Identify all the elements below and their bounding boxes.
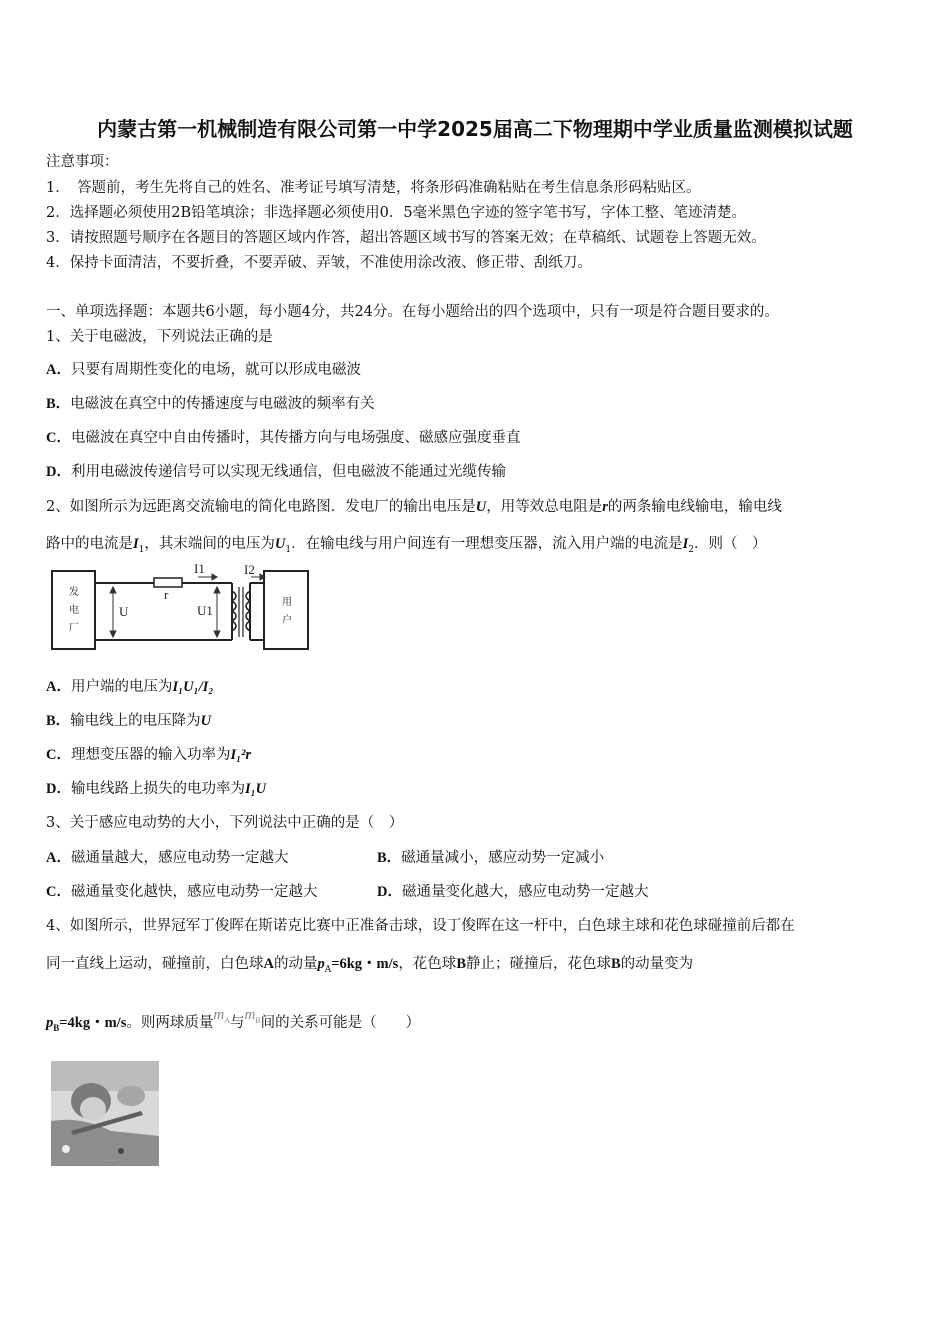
q1-option-d: D．利用电磁波传递信号可以实现无线通信，但电磁波不能通过光缆传输 — [46, 464, 506, 480]
label-r: r — [164, 587, 169, 602]
q3-option-b: B．磁通量减小，感应动势一定减小 — [377, 850, 605, 866]
svg-text:户: 户 — [282, 615, 292, 626]
q2-option-c: C．理想变压器的输入功率为I₁²r — [46, 747, 252, 763]
q1-option-c: C．电磁波在真空中自由传播时，其传播方向与电场强度、磁感应强度垂直 — [46, 430, 521, 446]
q4-stem-line3: $p_B=4kg$・m/s。则两球质量$m_A$与$m_B$间的关系可能是（ ） — [46, 1007, 421, 1033]
q3-option-a: A．磁通量越大，感应电动势一定越大 — [46, 850, 289, 866]
svg-text:发: 发 — [69, 587, 79, 598]
q2-option-b: B．输电线上的电压降为U — [46, 713, 212, 729]
note-item: 3．请按照题号顺序在各题目的答题区域内作答，超出答题区域书写的答案无效；在草稿纸、试题卷上答题无效。 — [46, 230, 766, 246]
note-item: 4．保持卡面清洁，不要折叠，不要弄破、弄皱，不准使用涂改液、修正带、刮纸刀。 — [46, 255, 592, 271]
svg-text:snooker player photo: snooker player photo — [105, 1161, 116, 1162]
q2-stem-line2: 路中的电流是$I_1$，其末端间的电压为$U_1$．在输电线与用户间连有一理想变压器，流入用户端的电流是$I_2$．则（ ） — [46, 536, 767, 555]
note-item: 2．选择题必须使用2B铅笔填涂；非选择题必须使用0．5毫米黑色字迹的签字笔书写，字体工整、笔迹清楚。 — [46, 205, 747, 221]
q4-stem-line1: 4、如图所示，世界冠军丁俊晖在斯诺克比赛中正准备击球，设丁俊晖在这一杆中，白色球主球和花色球碰撞前后都在 — [46, 918, 795, 934]
note-item: 1． 答题前，考生先将自己的姓名、准考证号填写清楚，将条形码准确粘贴在考生信息条形码粘贴区。 — [46, 180, 701, 196]
q1-option-b: B．电磁波在真空中的传播速度与电磁波的频率有关 — [46, 396, 375, 412]
svg-text:用: 用 — [282, 597, 292, 608]
svg-text:厂: 厂 — [69, 623, 79, 634]
q3-option-d: D．磁通量变化越大，感应电动势一定越大 — [377, 884, 649, 900]
q2-option-a: A．用户端的电压为I₁U₁/I₂ — [46, 679, 214, 695]
label-I1: I1 — [194, 563, 205, 576]
q1-stem: 1、关于电磁波，下列说法正确的是 — [46, 329, 273, 345]
q3-stem: 3、关于感应电动势的大小，下列说法中正确的是（ ） — [46, 815, 404, 831]
section-heading: 一、单项选择题：本题共6小题，每小题4分，共24分。在每小题给出的四个选项中，只有一项是符合题目要求的。 — [46, 304, 779, 320]
snooker-photo — [51, 1061, 159, 1166]
label-U: U — [119, 604, 129, 619]
user-box — [264, 571, 308, 649]
label-I2: I2 — [244, 563, 255, 577]
circuit-diagram — [46, 563, 312, 655]
q2-option-d: D．输电线路上损失的电功率为I₁U — [46, 781, 267, 797]
notes-heading: 注意事项： — [46, 154, 119, 170]
svg-text:电: 电 — [69, 605, 79, 616]
q2-stem-line1: 2、如图所示为远距离交流输电的简化电路图．发电厂的输出电压是U，用等效总电阻是r的两条输电线输电，输电线 — [46, 499, 782, 515]
q4-stem-line2: 同一直线上运动，碰撞前，白色球A的动量$p_A=6kg$・m/s，花色球B静止；碰撞后，花色球B的动量变为 — [46, 956, 694, 975]
resistor-r — [154, 578, 182, 587]
q1-option-a: A．只要有周期性变化的电场，就可以形成电磁波 — [46, 362, 361, 378]
q3-option-c: C．磁通量变化越快，感应电动势一定越大 — [46, 884, 318, 900]
page-title: 内蒙古第一机械制造有限公司第一中学2025届高二下物理期中学业质量监测模拟试题 — [97, 117, 853, 141]
label-U1: U1 — [197, 603, 213, 618]
